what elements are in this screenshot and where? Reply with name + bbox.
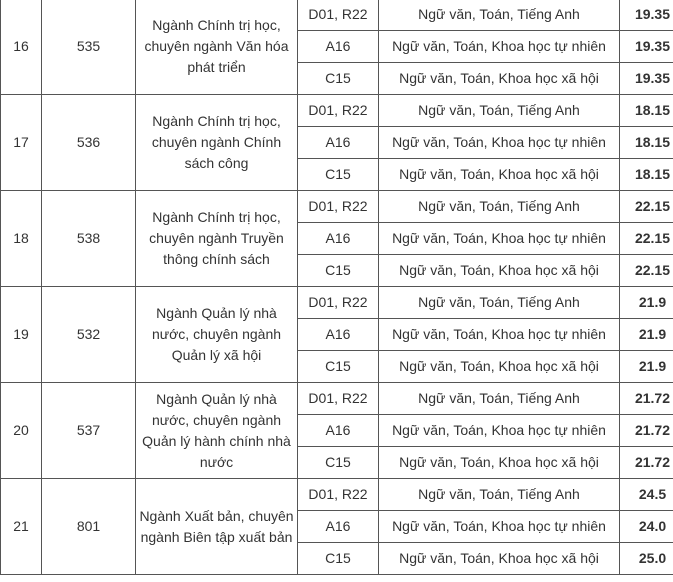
subject-combo-subjects: Ngữ văn, Toán, Khoa học tự nhiên	[379, 511, 620, 543]
row-number: 17	[1, 95, 42, 191]
subject-combo-subjects: Ngữ văn, Toán, Khoa học xã hội	[379, 255, 620, 287]
subject-combo-subjects: Ngữ văn, Toán, Khoa học tự nhiên	[379, 223, 620, 255]
table-row	[1, 0, 673, 31]
row-number: 20	[1, 383, 42, 479]
subject-combo-code: A16	[298, 319, 379, 351]
subject-combo-code: D01, R22	[298, 287, 379, 319]
row-number: 16	[1, 0, 42, 95]
subject-combo-code: A16	[298, 511, 379, 543]
subject-combo-code: C15	[298, 447, 379, 479]
subject-combo-subjects: Ngữ văn, Toán, Tiếng Anh	[379, 287, 620, 319]
cutoff-score: 21.9	[620, 319, 673, 351]
subject-combo-code: C15	[298, 255, 379, 287]
major-code: 801	[42, 479, 136, 575]
cutoff-score: 24.0	[620, 511, 673, 543]
subject-combo-code: D01, R22	[298, 191, 379, 223]
table-row	[1, 383, 673, 415]
cutoff-score: 21.72	[620, 383, 673, 415]
subject-combo-subjects: Ngữ văn, Toán, Tiếng Anh	[379, 383, 620, 415]
cutoff-score: 22.15	[620, 191, 673, 223]
subject-combo-subjects: Ngữ văn, Toán, Khoa học tự nhiên	[379, 31, 620, 63]
cutoff-score: 22.15	[620, 255, 673, 287]
subject-combo-subjects: Ngữ văn, Toán, Khoa học xã hội	[379, 543, 620, 575]
subject-combo-subjects: Ngữ văn, Toán, Khoa học tự nhiên	[379, 415, 620, 447]
cutoff-score: 18.15	[620, 127, 673, 159]
subject-combo-subjects: Ngữ văn, Toán, Tiếng Anh	[379, 191, 620, 223]
row-number: 21	[1, 479, 42, 575]
major-name: Ngành Chính trị học, chuyên ngành Văn hóa phát triển	[136, 0, 298, 95]
major-code: 535	[42, 0, 136, 95]
subject-combo-subjects: Ngữ văn, Toán, Tiếng Anh	[379, 479, 620, 511]
cutoff-score: 18.15	[620, 159, 673, 191]
subject-combo-subjects: Ngữ văn, Toán, Khoa học xã hội	[379, 447, 620, 479]
major-code: 536	[42, 95, 136, 191]
subject-combo-code: D01, R22	[298, 95, 379, 127]
cutoff-score: 19.35	[620, 31, 673, 63]
major-name: Ngành Chính trị học, chuyên ngành Chính sách công	[136, 95, 298, 191]
major-name: Ngành Chính trị học, chuyên ngành Truyền thông chính sách	[136, 191, 298, 287]
subject-combo-code: C15	[298, 159, 379, 191]
table-row	[1, 191, 673, 223]
subject-combo-code: A16	[298, 223, 379, 255]
subject-combo-code: D01, R22	[298, 479, 379, 511]
subject-combo-subjects: Ngữ văn, Toán, Tiếng Anh	[379, 95, 620, 127]
cutoff-score: 21.72	[620, 447, 673, 479]
cutoff-score: 22.15	[620, 223, 673, 255]
cutoff-score: 19.35	[620, 0, 673, 31]
row-number: 18	[1, 191, 42, 287]
major-name: Ngành Xuất bản, chuyên ngành Biên tập xuất bản	[136, 479, 298, 575]
row-number: 19	[1, 287, 42, 383]
subject-combo-subjects: Ngữ văn, Toán, Tiếng Anh	[379, 0, 620, 31]
table-row	[1, 479, 673, 511]
subject-combo-code: A16	[298, 127, 379, 159]
subject-combo-subjects: Ngữ văn, Toán, Khoa học xã hội	[379, 351, 620, 383]
subject-combo-code: D01, R22	[298, 0, 379, 31]
table-row	[1, 95, 673, 127]
table-row	[1, 287, 673, 319]
subject-combo-code: D01, R22	[298, 383, 379, 415]
major-name: Ngành Quản lý nhà nước, chuyên ngành Quản lý hành chính nhà nước	[136, 383, 298, 479]
major-code: 532	[42, 287, 136, 383]
cutoff-score: 25.0	[620, 543, 673, 575]
cutoff-score: 21.9	[620, 351, 673, 383]
subject-combo-code: A16	[298, 415, 379, 447]
subject-combo-code: C15	[298, 63, 379, 95]
cutoff-score: 19.35	[620, 63, 673, 95]
cutoff-score: 21.9	[620, 287, 673, 319]
subject-combo-subjects: Ngữ văn, Toán, Khoa học xã hội	[379, 63, 620, 95]
subject-combo-code: C15	[298, 351, 379, 383]
subject-combo-code: A16	[298, 31, 379, 63]
major-name: Ngành Quản lý nhà nước, chuyên ngành Quản lý xã hội	[136, 287, 298, 383]
major-code: 538	[42, 191, 136, 287]
cutoff-score: 21.72	[620, 415, 673, 447]
subject-combo-subjects: Ngữ văn, Toán, Khoa học xã hội	[379, 159, 620, 191]
cutoff-score: 24.5	[620, 479, 673, 511]
subject-combo-code: C15	[298, 543, 379, 575]
subject-combo-subjects: Ngữ văn, Toán, Khoa học tự nhiên	[379, 127, 620, 159]
major-code: 537	[42, 383, 136, 479]
subject-combo-subjects: Ngữ văn, Toán, Khoa học tự nhiên	[379, 319, 620, 351]
cutoff-score: 18.15	[620, 95, 673, 127]
